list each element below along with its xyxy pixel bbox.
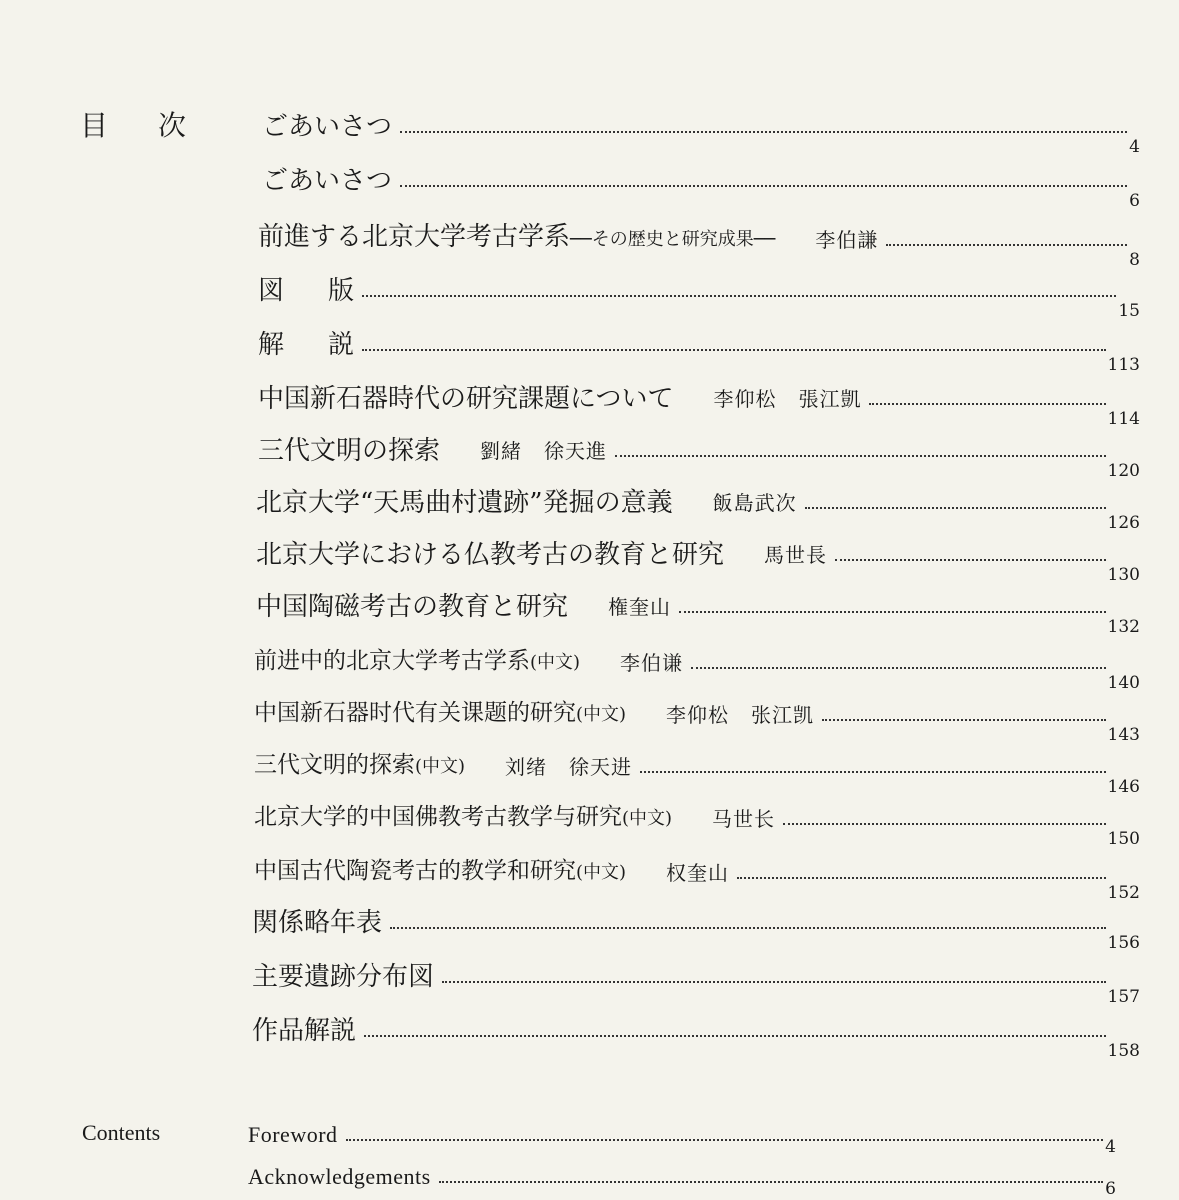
toc-entry[interactable] — [252, 276, 1140, 321]
toc-heading-char: 次 — [158, 109, 187, 142]
toc-entry[interactable] — [252, 592, 1140, 637]
toc-entry-title: 北京大学における仏教考古の教育と研究 — [256, 540, 725, 570]
toc-entry-title — [254, 698, 626, 730]
toc-entry-page: 140 — [1107, 673, 1140, 693]
toc-entry-author: 李伯谦 — [620, 651, 684, 675]
leader-dots — [783, 823, 1106, 825]
author-name: 張江凱 — [798, 387, 862, 411]
toc-entry-author: 飯島武次 — [712, 491, 797, 515]
toc-entry[interactable] — [252, 750, 1140, 797]
toc-entry-author: 马世长 — [712, 807, 776, 831]
toc-entry-page: 157 — [1107, 987, 1140, 1007]
toc-entry-author — [666, 700, 814, 730]
toc-entry[interactable] — [252, 384, 1140, 429]
leader-dots — [691, 667, 1106, 669]
leader-dots — [822, 719, 1106, 721]
toc-entry-author — [505, 752, 632, 782]
toc-entry[interactable] — [252, 436, 1140, 481]
toc-entry[interactable] — [248, 1120, 1116, 1157]
toc-entry-title — [258, 330, 354, 360]
toc-entry-title-char: 図 — [258, 276, 285, 306]
leader-dots — [640, 771, 1106, 773]
toc-entry[interactable] — [252, 802, 1140, 849]
author-name: 刘绪 — [505, 755, 548, 779]
toc-entry-page: 120 — [1107, 461, 1140, 481]
toc-entry[interactable] — [248, 1162, 1116, 1199]
toc-entry[interactable] — [252, 166, 1140, 211]
toc-entry-page: 4 — [1129, 137, 1140, 157]
toc-entry-title-main: 中国古代陶瓷考古的教学和研究 — [254, 858, 576, 884]
toc-entry-title — [254, 802, 672, 834]
toc-entry-title: 中国新石器時代の研究課題について — [258, 384, 674, 414]
toc-entry-page: 156 — [1107, 933, 1140, 953]
toc-entry-page: 114 — [1107, 409, 1140, 429]
toc-entry-title: 作品解説 — [252, 1016, 357, 1046]
author-name: 张江凯 — [751, 703, 815, 727]
leader-dots — [615, 455, 1106, 457]
author-name: 徐天进 — [569, 755, 633, 779]
toc-entry-author: 権奎山 — [608, 595, 672, 619]
toc-entry-title-char: 説 — [328, 330, 355, 360]
toc-entry-page: 132 — [1107, 617, 1140, 637]
toc-entry-title: Acknowledgements — [248, 1164, 431, 1189]
toc-entry-page: 158 — [1107, 1041, 1140, 1061]
author-name: 劉緒 — [480, 439, 523, 463]
toc-entry-title — [258, 276, 354, 306]
toc-entry-title-char: 版 — [328, 276, 355, 306]
toc-entry-title: 中国陶磁考古の教育と研究 — [256, 592, 569, 622]
toc-entry-page: 150 — [1107, 829, 1140, 849]
toc-entry-page: 130 — [1107, 565, 1140, 585]
toc-entry-subtitle: (中文) — [576, 862, 627, 883]
toc-entry[interactable] — [252, 856, 1140, 903]
toc-entry-title-main: 北京大学的中国佛教考古教学与研究 — [254, 804, 622, 830]
toc-entry-author: 馬世長 — [764, 543, 828, 567]
toc-entry[interactable] — [252, 112, 1140, 157]
toc-entry-page: 113 — [1107, 355, 1140, 375]
toc-entry-subtitle: (中文) — [576, 704, 627, 725]
toc-entry-author — [480, 436, 607, 466]
toc-entry-title: Foreword — [248, 1122, 338, 1147]
toc-entry-title: 主要遺跡分布図 — [252, 962, 435, 992]
toc-entry-title: ごあいさつ — [262, 166, 393, 196]
toc-entry-title-main: 前进中的北京大学考古学系 — [254, 648, 530, 674]
toc-entry[interactable] — [252, 646, 1140, 693]
toc-entry-title: 北京大学“天馬曲村遺跡”発掘の意義 — [256, 488, 673, 518]
toc-heading-char: 目 — [80, 109, 109, 142]
toc-entry[interactable] — [252, 488, 1140, 533]
leader-dots — [805, 507, 1106, 509]
author-name: 徐天進 — [544, 439, 608, 463]
toc-entry-page: 146 — [1107, 777, 1140, 797]
author-name: 李仰松 — [666, 703, 730, 727]
toc-heading-jp — [80, 104, 186, 144]
toc-entry-title-main: 前進する北京大学考古学系 — [258, 222, 571, 252]
toc-entry-title — [254, 856, 626, 888]
toc-entry[interactable] — [252, 962, 1140, 1007]
toc-entry-author: 权奎山 — [666, 861, 730, 885]
leader-dots — [346, 1139, 1104, 1141]
toc-entry-author: 李伯謙 — [815, 228, 879, 252]
toc-entry-title — [254, 750, 465, 782]
toc-entry-title: 三代文明の探索 — [258, 436, 441, 466]
toc-entry-page: 126 — [1107, 513, 1140, 533]
toc-entry-page: 6 — [1105, 1179, 1116, 1199]
toc-entry-page: 15 — [1118, 301, 1140, 321]
toc-entry-title — [254, 646, 580, 678]
toc-entry-page: 4 — [1105, 1137, 1116, 1157]
leader-dots — [835, 559, 1106, 561]
leader-dots — [400, 185, 1127, 187]
toc-heading-en: Contents — [82, 1120, 161, 1145]
toc-entry-title-main: 三代文明的探索 — [254, 752, 415, 778]
toc-entry[interactable] — [252, 1016, 1140, 1061]
leader-dots — [362, 295, 1116, 297]
toc-entry[interactable] — [252, 222, 1140, 270]
leader-dots — [439, 1181, 1103, 1183]
toc-entry-page: 6 — [1129, 191, 1140, 211]
toc-entry-subtitle: (中文) — [622, 808, 673, 829]
toc-entry[interactable] — [252, 698, 1140, 745]
toc-entry-title-char: 解 — [258, 330, 285, 360]
toc-entry[interactable] — [252, 330, 1140, 375]
toc-entry[interactable] — [252, 540, 1140, 585]
toc-entry-title-main: 中国新石器时代有关课题的研究 — [254, 700, 576, 726]
author-name: 李仰松 — [713, 387, 777, 411]
leader-dots — [362, 349, 1106, 351]
toc-entry-page: 152 — [1107, 883, 1140, 903]
leader-dots — [737, 877, 1106, 879]
leader-dots — [679, 611, 1106, 613]
leader-dots — [442, 981, 1106, 983]
toc-entry-author — [713, 384, 861, 414]
toc-entry-subtitle: (中文) — [530, 652, 581, 673]
toc-entry-title: 関係略年表 — [252, 908, 383, 938]
toc-entry-subtitle: (中文) — [415, 756, 466, 777]
toc-entry-page: 143 — [1107, 725, 1140, 745]
leader-dots — [364, 1035, 1106, 1037]
leader-dots — [400, 131, 1127, 133]
leader-dots — [869, 403, 1105, 405]
toc-entry-title — [258, 222, 775, 255]
leader-dots — [390, 927, 1106, 929]
leader-dots — [886, 244, 1127, 246]
toc-entry-subtitle: ──その歴史と研究成果── — [570, 229, 776, 250]
toc-entry-page: 8 — [1129, 250, 1140, 270]
toc-entry-title: ごあいさつ — [262, 112, 393, 142]
toc-entry[interactable] — [252, 908, 1140, 953]
